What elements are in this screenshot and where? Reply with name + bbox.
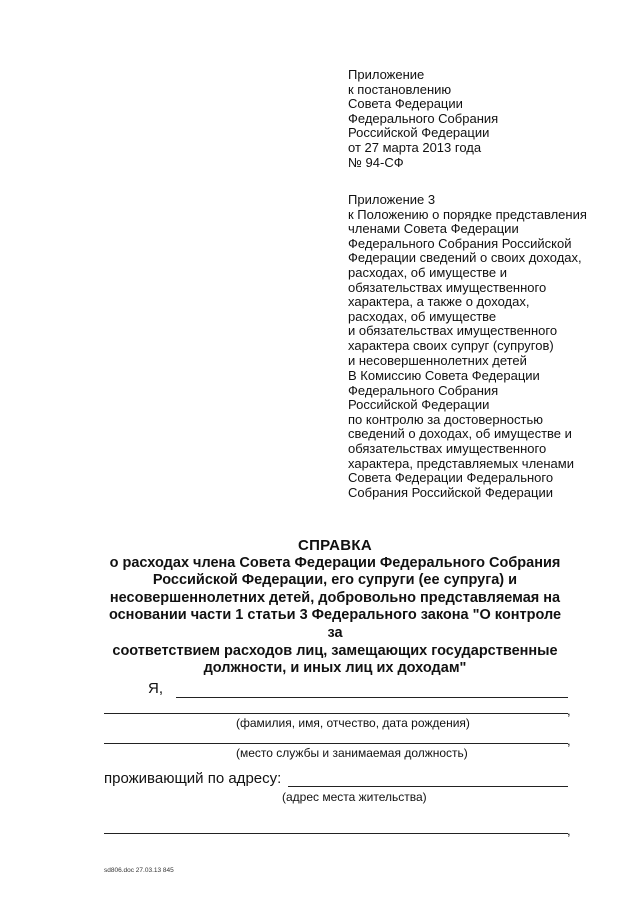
appendix3-block xyxy=(348,193,587,368)
title-line: Российской Федерации, его супруги (ее супруга) и xyxy=(152,572,518,589)
appendix-line: Приложение xyxy=(348,67,425,82)
ya-blank-line[interactable] xyxy=(176,697,568,698)
appendix-block xyxy=(348,68,498,170)
appendix-line: Федерального Собрания xyxy=(348,110,499,126)
title-line: о расходах члена Совета Федерации Федерального Собрания xyxy=(109,554,561,571)
commission-line: Собрания Российской Федерации xyxy=(348,484,553,500)
commission-line: сведений о доходах, об имуществе и xyxy=(348,426,572,442)
footer-docref: sd806.doc 27.03.13 845 xyxy=(104,867,174,874)
title-line: должности, и иных лиц их доходам" xyxy=(203,660,467,677)
address-comma: , xyxy=(567,823,571,838)
appendix3-line: характера своих супруг (супругов) xyxy=(348,337,554,353)
appendix3-line: характера, а также о доходах, xyxy=(348,294,530,310)
commission-line: обязательствах имущественного xyxy=(348,440,547,456)
appendix3-line: Федерального Собрания Российской xyxy=(348,235,572,251)
appendix3-line: к Положению о порядке представления xyxy=(348,206,587,222)
address-blank-line-2[interactable] xyxy=(104,833,568,834)
appendix-line: Российской Федерации xyxy=(348,125,490,141)
commission-line: В Комиссию Совета Федерации xyxy=(348,368,540,383)
commission-line: Российской Федерации xyxy=(348,397,490,413)
commission-line: характера, представляемых членами xyxy=(348,455,574,471)
appendix3-line: Приложение 3 xyxy=(348,192,436,207)
appendix3-line: расходах, об имуществе и xyxy=(348,264,508,280)
caption-name: (фамилия, имя, отчество, дата рождения) xyxy=(236,716,470,730)
appendix3-line: и обязательствах имущественного xyxy=(348,323,558,339)
title-line: несовершеннолетних детей, добровольно представляемая на xyxy=(109,589,561,606)
job-blank-line[interactable] xyxy=(104,743,568,744)
name-blank-line[interactable] xyxy=(104,713,568,714)
address-label: проживающий по адресу: xyxy=(104,770,282,787)
commission-line: по контролю за достоверностью xyxy=(348,411,543,427)
appendix3-line: и несовершеннолетних детей xyxy=(348,352,527,368)
caption-address: (адрес места жительства) xyxy=(282,790,427,804)
commission-line: Федерального Собрания xyxy=(348,382,499,398)
title-heading: СПРАВКА xyxy=(297,537,373,554)
appendix-line: к постановлению xyxy=(348,81,452,97)
title-line: основании части 1 статьи 3 Федерального закона "О контроле за xyxy=(108,607,562,641)
commission-line: Совета Федерации Федерального xyxy=(348,470,554,486)
caption-job: (место службы и занимаемая должность) xyxy=(236,746,468,760)
job-comma: , xyxy=(567,733,571,748)
appendix3-line: Федерации сведений о своих доходах, xyxy=(348,250,582,266)
address-blank-line[interactable] xyxy=(288,786,568,787)
title-line: соответствием расходов лиц, замещающих государственные xyxy=(112,642,558,659)
name-comma: , xyxy=(567,703,571,718)
appendix-line: Совета Федерации xyxy=(348,96,463,112)
ya-label: Я, xyxy=(148,680,163,697)
appendix-line: № 94-СФ xyxy=(348,154,404,170)
appendix3-line: членами Совета Федерации xyxy=(348,221,519,237)
document-title xyxy=(100,537,570,678)
appendix-line: от 27 марта 2013 года xyxy=(348,139,482,155)
appendix3-line: расходах, об имуществе xyxy=(348,308,497,324)
appendix3-line: обязательствах имущественного xyxy=(348,279,547,295)
commission-block xyxy=(348,369,574,500)
